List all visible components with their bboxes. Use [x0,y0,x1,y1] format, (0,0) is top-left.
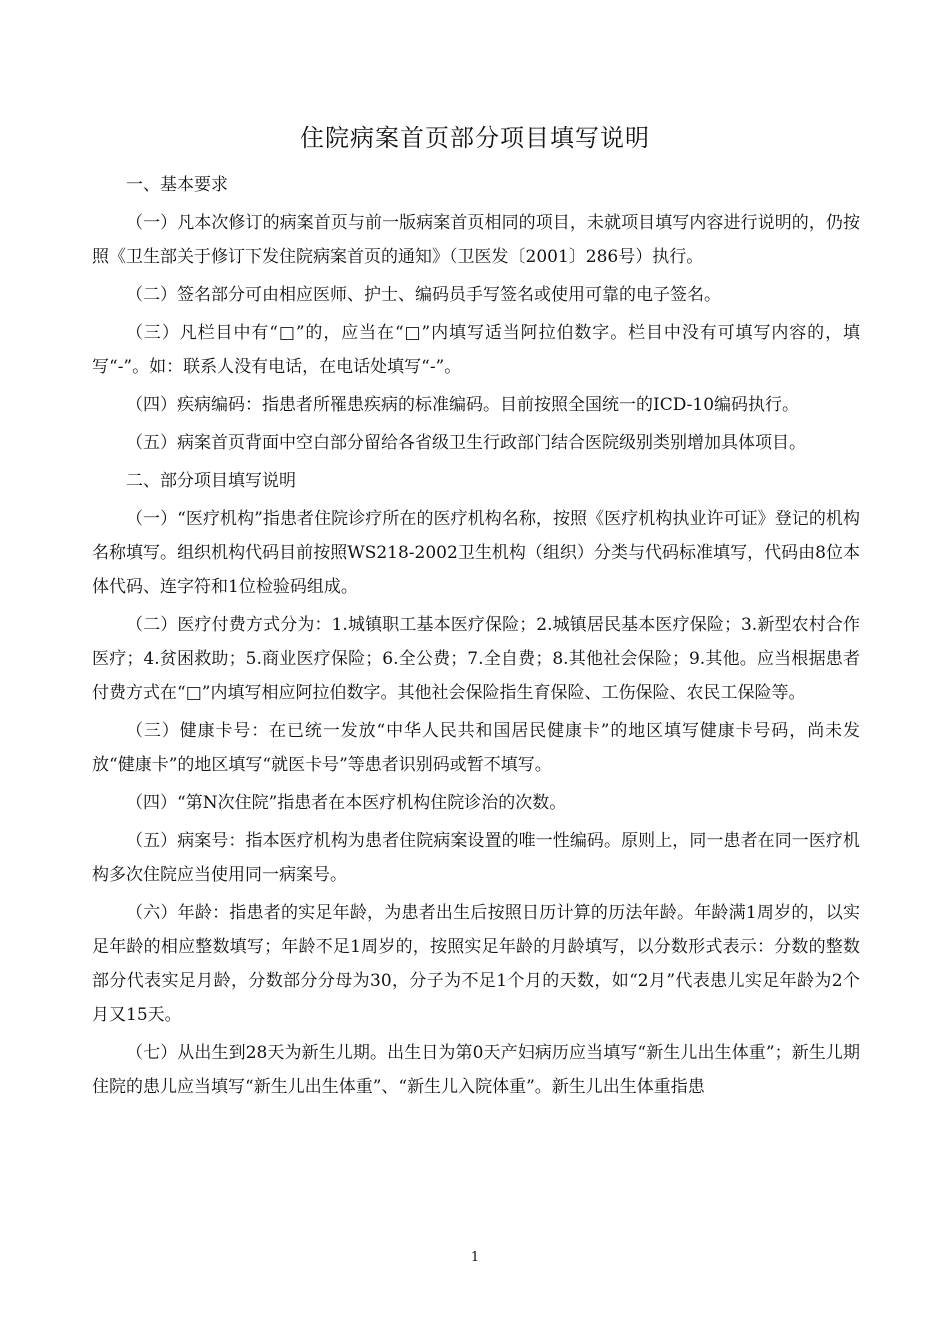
paragraph: （五）病案首页背面中空白部分留给各省级卫生行政部门结合医院级别类别增加具体项目。 [126,433,806,453]
paragraph: （七）从出生到28天为新生儿期。出生日为第0天产妇病历应当填写“新生儿出生体重”；新生儿期住院的患儿应当填写“新生儿出生体重”、“新生儿入院体重”。新生儿出生体重指患 [92,1043,860,1097]
paragraph: （六）年龄：指患者的实足年龄，为患者出生后按照日历计算的历法年龄。年龄满1周岁的，以实足年龄的相应整数填写；年龄不足1周岁的，按照实足年龄的月龄填写，以分数形式表示：分数的整数部分代表实足月龄，分数部分分母为30，分子为不足1个月的天数，如“2月”代表患儿实足年龄为2个月又15天。 [92,903,860,1025]
page-number: 1 [470,1250,480,1265]
section-heading-item-instructions: 二、部分项目填写说明 [126,471,296,491]
paragraph: （三）凡栏目中有“□”的，应当在“□”内填写适当阿拉伯数字。栏目中没有可填写内容的，填写“-”。如：联系人没有电话，在电话处填写“-”。 [92,323,860,377]
paragraph: （一）“医疗机构”指患者住院诊疗所在的医疗机构名称，按照《医疗机构执业许可证》登记的机构名称填写。组织机构代码目前按照WS218-2002卫生机构（组织）分类与代码标准填写，代码由8位本体代码、连字符和1位检验码组成。 [92,509,860,597]
paragraph: （二）签名部分可由相应医师、护士、编码员手写签名或使用可靠的电子签名。 [126,285,721,305]
paragraph: （四）“第N次住院”指患者在本医疗机构住院诊治的次数。 [126,793,567,813]
document-body [92,168,860,1104]
paragraph: （二）医疗付费方式分为：1.城镇职工基本医疗保险；2.城镇居民基本医疗保险；3.新型农村合作医疗；4.贫困救助；5.商业医疗保险；6.全公费；7.全自费；8.其他社会保险；9.其他。应当根据患者付费方式在“□”内填写相应阿拉伯数字。其他社会保险指生育保险、工伤保险、农民工保险等。 [92,615,860,703]
paragraph: （三）健康卡号：在已统一发放“中华人民共和国居民健康卡”的地区填写健康卡号码，尚未发放“健康卡”的地区填写“就医卡号”等患者识别码或暂不填写。 [92,721,860,775]
paragraph: （一）凡本次修订的病案首页与前一版病案首页相同的项目，未就项目填写内容进行说明的，仍按照《卫生部关于修订下发住院病案首页的通知》（卫医发〔2001〕286号）执行。 [92,213,860,267]
section-heading-basic-requirements: 一、基本要求 [126,175,228,195]
paragraph: （四）疾病编码：指患者所罹患疾病的标准编码。目前按照全国统一的ICD-10编码执行。 [126,395,800,415]
page-title: 住院病案首页部分项目填写说明 [300,124,650,152]
paragraph: （五）病案号：指本医疗机构为患者住院病案设置的唯一性编码。原则上，同一患者在同一医疗机构多次住院应当使用同一病案号。 [92,831,860,885]
